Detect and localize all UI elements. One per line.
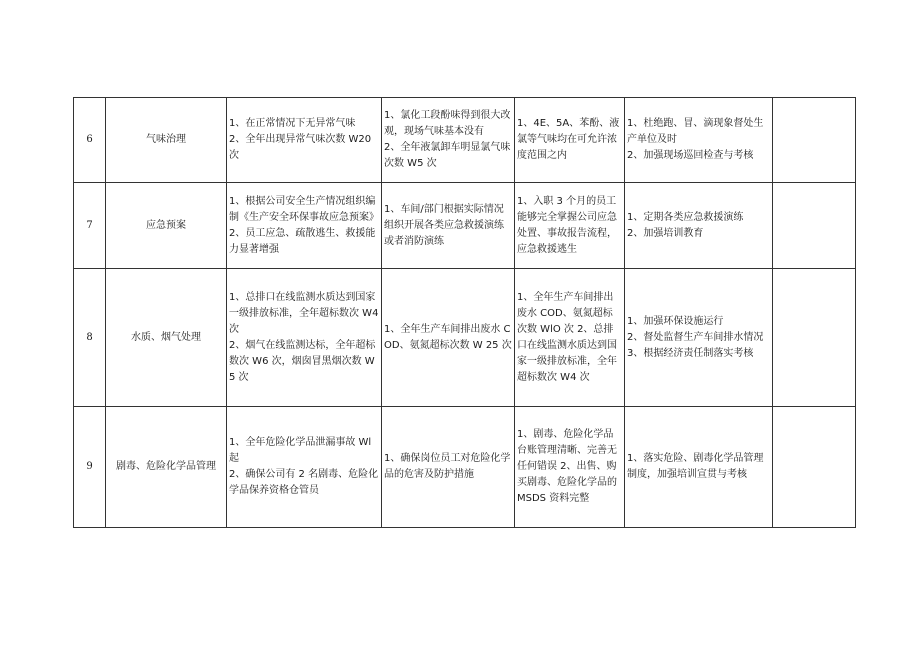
remark-cell [773,269,856,407]
measures-text: 1、加强环保设施运行 2、督处监督生产车间排水情况 3、根据经济责任制落实考核 [627,315,764,359]
target-text: 1、入职 3 个月的员工能够完全掌握公司应急处置、事故报告流程，应急救援逃生 [517,195,617,255]
table-row [74,407,856,528]
remark-cell [773,98,856,183]
table-row [74,183,856,269]
target-cell [515,98,625,183]
item-name: 气味治理 [106,98,227,183]
target-text: 1、全年生产车间排出废水 COD、氨氮超标次数 WlO 次 2、总排口在线监测水质达到国家一级排放标准，全年超标数次 W4 次 [517,291,617,383]
requirement-text: 1、在正常情况下无异常气味 2、全年出现异常气味次数 W20次 [229,118,372,161]
current-status-cell [382,407,515,528]
item-name: 应急预案 [106,183,227,269]
current-status-text: 1、氯化工段酚味得到很大改观，现场气味基本没有 2、全年液氯卸车明显氯气味次数 W5 次 [384,110,511,169]
measures-cell [625,98,773,183]
measures-text: 1、杜绝跑、冒、滴现象督处生产单位及时 2、加强现场巡回检查与考核 [627,118,764,161]
current-status-cell [382,269,515,407]
measures-text: 1、落实危险、剧毒化学品管理制度，加强培训宣贯与考核 [627,453,764,480]
target-cell [515,269,625,407]
measures-cell [625,269,773,407]
current-status-cell [382,98,515,183]
row-number: 8 [74,269,106,407]
row-number: 6 [74,98,106,183]
current-status-text: 1、车间/部门根据实际情况组织开展各类应急救援演练或者消防演练 [384,203,504,247]
requirement-text: 1、全年危险化学品泄漏事故 Wl 起 2、确保公司有 2 名剧毒、危险化学品保养资格仓管员 [229,437,379,496]
target-cell [515,407,625,528]
row-number: 7 [74,183,106,269]
measures-cell [625,407,773,528]
measures-cell [625,183,773,269]
safety-target-table [73,97,856,528]
current-status-text: 1、全年生产车间排出废水 COD、氨氮超标次数 W 25 次 [384,323,512,351]
requirement-text: 1、总排口在线监测水质达到国家一级排放标准，全年超标数次 W4 次 2、烟气在线监测达标，全年超标数次 W6 次，烟囱冒黑烟次数 W5 次 [229,291,379,383]
table-sheet [73,97,855,527]
remark-cell [773,183,856,269]
remark-cell [773,407,856,528]
requirement-cell [227,183,382,269]
requirement-cell [227,407,382,528]
item-name: 剧毒、危险化学品管理 [106,407,227,528]
current-status-text: 1、确保岗位员工对危险化学品的危害及防护措施 [384,453,511,480]
target-cell [515,183,625,269]
current-status-cell [382,183,515,269]
target-text: 1、4E、5A、苯酚、液氯等气味均在可允许浓度范围之内 [517,118,620,161]
table-row [74,269,856,407]
requirement-text: 1、根据公司安全生产情况组织编制《生产安全环保事故应急预案》 2、员工应急、疏散逃生、救援能力显著增强 [229,195,379,255]
table-row [74,98,856,183]
measures-text: 1、定期各类应急救援演练 2、加强培训教育 [627,211,744,239]
row-number: 9 [74,407,106,528]
item-name: 水质、烟气处理 [106,269,227,407]
target-text: 1、剧毒、危险化学品台账管理清晰、完善无任何错误 2、出售、购买剧毒、危险化学品的 MSDS 资料完整 [517,429,617,504]
requirement-cell [227,98,382,183]
requirement-cell [227,269,382,407]
